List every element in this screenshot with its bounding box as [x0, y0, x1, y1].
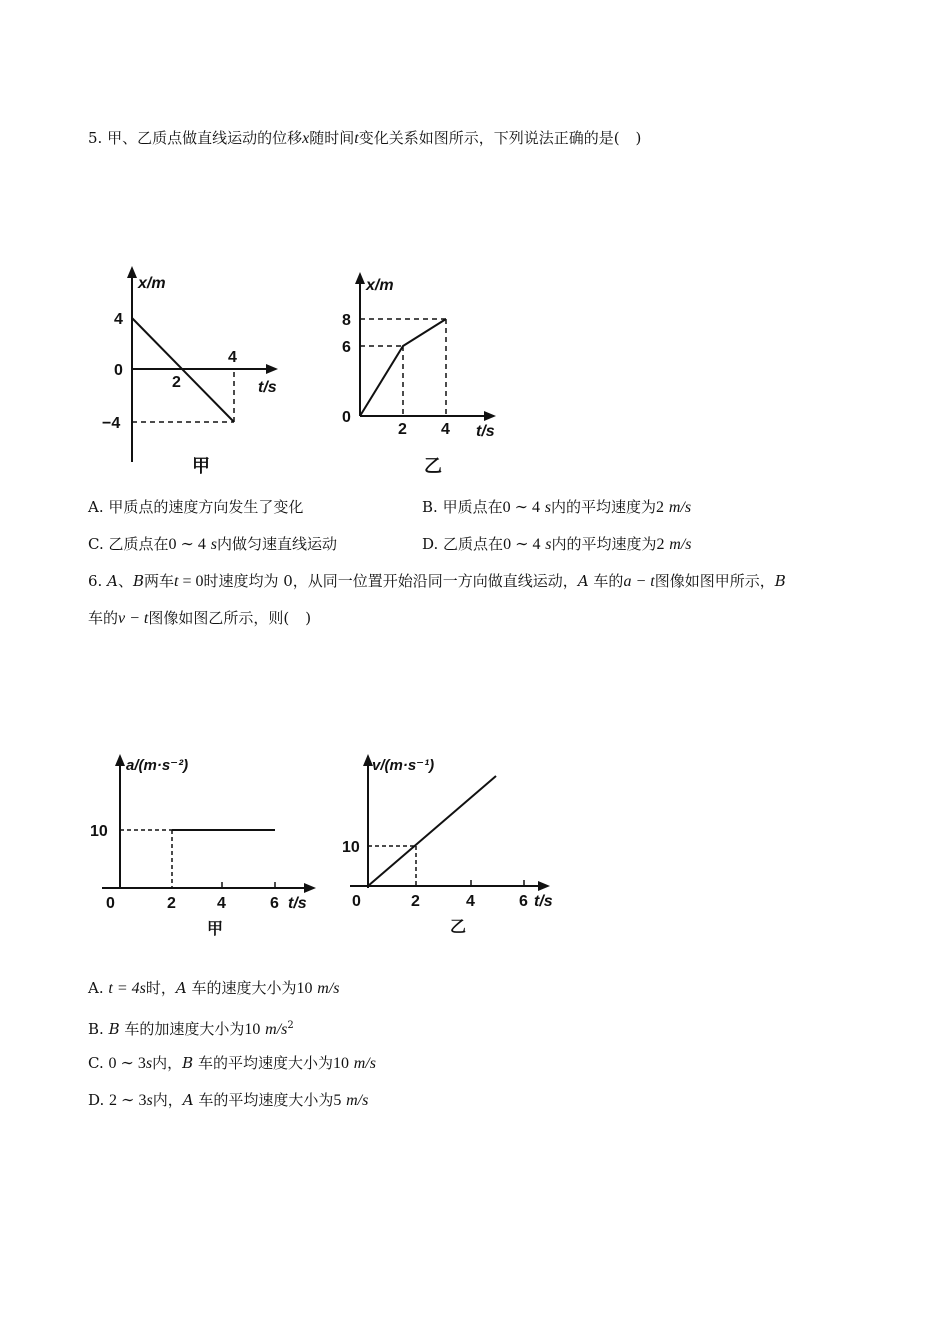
q6-number: 6. — [88, 572, 103, 590]
y-axis-arrow — [127, 266, 137, 278]
x-tick-6: 6 — [519, 893, 528, 910]
v-line — [368, 776, 496, 886]
q6-stem-line2: 车的v − t图像如图乙所示，则( ) — [88, 609, 312, 627]
y-tick-8: 8 — [342, 312, 351, 329]
x-tick-4: 4 — [441, 421, 450, 438]
y-tick-10: 10 — [342, 839, 360, 856]
y-tick-0: 0 — [342, 409, 351, 426]
caption: 甲 — [207, 919, 224, 938]
x-axis-arrow — [538, 881, 550, 891]
y-tick-4: 4 — [114, 311, 123, 328]
q6-option-c[interactable]: C. 0 ∼ 3s内，B 车的平均速度大小为10 m/s — [88, 1054, 376, 1072]
q6-figure-jia — [88, 748, 328, 940]
xlabel: t/s — [258, 379, 277, 396]
x-tick-6: 6 — [270, 895, 279, 912]
x-tick-2: 2 — [167, 895, 176, 912]
y-tick-6: 6 — [342, 339, 351, 356]
ylabel: v/(m·s⁻¹) — [372, 757, 435, 774]
x-tick-2: 2 — [172, 374, 181, 391]
y-tick-0: 0 — [114, 362, 123, 379]
q6-stem-line1: 6. A、B两车t = 0时速度均为 0，从同一位置开始沿同一方向做直线运动，A 车的a − t图像如图甲所示，B — [88, 572, 786, 590]
xlabel: t/s — [288, 895, 307, 912]
q5-figure-jia — [100, 262, 300, 482]
q5-option-a[interactable]: A. 甲质点的速度方向发生了变化 — [88, 498, 304, 516]
q5-stem: 5. 甲、乙质点做直线运动的位移x随时间t变化关系如图所示，下列说法正确的是( ) — [88, 129, 642, 147]
q6-option-a[interactable]: A. t = 4s时，A 车的速度大小为10 m/s — [88, 979, 340, 997]
caption: 甲 — [192, 456, 210, 477]
q5-option-b[interactable]: B. 甲质点在0 ∼ 4 s内的平均速度为2 m/s — [422, 498, 692, 516]
q5-number: 5. — [88, 129, 103, 147]
ylabel: x/m — [138, 275, 166, 292]
x-tick-0: 0 — [352, 893, 361, 910]
xlabel: t/s — [476, 423, 495, 440]
q5-option-d[interactable]: D. 乙质点在0 ∼ 4 s内的平均速度为2 m/s — [422, 535, 692, 553]
x-tick-2: 2 — [398, 421, 407, 438]
ylabel: x/m — [366, 277, 394, 294]
x-tick-4: 4 — [217, 895, 226, 912]
xlabel: t/s — [534, 893, 553, 910]
caption: 乙 — [424, 456, 442, 477]
x-axis-arrow — [266, 364, 278, 374]
q5-option-c[interactable]: C. 乙质点在0 ∼ 4 s内做匀速直线运动 — [88, 535, 337, 553]
y-tick-neg4: −4 — [102, 415, 121, 432]
y-axis-arrow — [355, 272, 365, 284]
q5-figure-yi — [336, 268, 506, 482]
q6-option-b[interactable]: B. B 车的加速度大小为10 $m/s^2$ — [88, 1020, 294, 1038]
x-tick-4: 4 — [228, 349, 237, 366]
caption: 乙 — [450, 917, 467, 936]
x-tick-0: 0 — [106, 895, 115, 912]
x-tick-2: 2 — [411, 893, 420, 910]
q6-figure-yi — [338, 748, 568, 940]
y-tick-10: 10 — [90, 823, 108, 840]
ylabel: a/(m·s⁻²) — [126, 757, 189, 774]
x-axis-arrow — [484, 411, 496, 421]
y-axis-arrow — [115, 754, 125, 766]
x-tick-4: 4 — [466, 893, 475, 910]
x-axis-arrow — [304, 883, 316, 893]
q6-option-d[interactable]: D. 2 ∼ 3s内，A 车的平均速度大小为5 m/s — [88, 1091, 369, 1109]
